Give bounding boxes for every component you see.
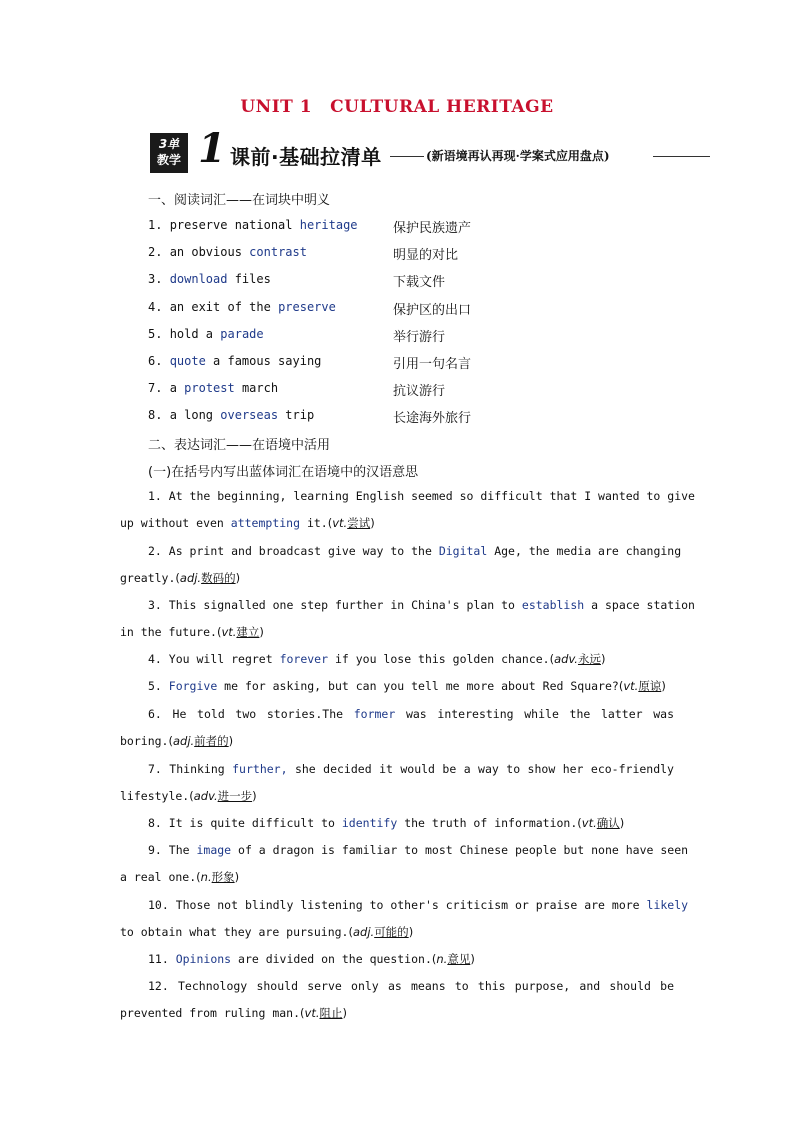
sentence-text: Those not blindly listening to other's criticism or praise are more: [175, 898, 647, 912]
paren: ): [370, 516, 375, 530]
sentence-text: At the beginning, learning English seemed so difficult that I wanted to give: [168, 489, 695, 503]
sentence-text: The: [168, 843, 197, 857]
keyword: Digital: [438, 544, 488, 558]
paren: ): [408, 925, 414, 939]
keyword: contrast: [249, 245, 307, 259]
section-heading: 课前·基础拉清单: [230, 145, 382, 169]
answer-text: 进一步: [217, 789, 253, 803]
sentence-text: the truth of information.: [397, 816, 578, 830]
item-number: 12.: [148, 979, 178, 993]
item-number: 2.: [148, 245, 170, 259]
keyword: heritage: [299, 218, 358, 232]
sentence-line: [120, 756, 674, 783]
part-of-speech: adv.: [554, 652, 578, 666]
chinese-meaning: 明显的对比: [393, 248, 459, 263]
sentence-text: Thinking: [169, 762, 233, 776]
badge-line-2: 教学: [156, 153, 181, 167]
item-number: 7.: [148, 381, 170, 395]
exercise-item: [120, 946, 674, 973]
sentence-text: He told two stories.The: [172, 707, 354, 721]
exercise-item: [120, 646, 674, 673]
answer-annotation: [550, 652, 606, 666]
paren: ): [234, 870, 240, 884]
answer-text: 确认: [596, 816, 620, 830]
sentence-text: she decided it would be a way to show her eco-friendly: [287, 762, 674, 776]
answer-text: 尝试: [347, 516, 371, 530]
answer-text: 建立: [236, 625, 260, 639]
chinese-meaning: 保护区的出口: [393, 303, 472, 318]
paren: ): [259, 625, 264, 639]
paren: (: [348, 925, 353, 939]
sentence-text: Age, the media are changing: [487, 544, 682, 558]
sentence-text: a space station: [584, 598, 695, 612]
chinese-meaning: 引用一句名言: [393, 357, 472, 372]
paren: ): [470, 952, 475, 966]
section-banner: [150, 125, 710, 175]
item-number: 3.: [148, 272, 170, 286]
paren: (: [189, 789, 194, 803]
keyword: likely: [646, 898, 689, 912]
item-number: 11.: [148, 952, 176, 966]
sentence-line: [120, 565, 674, 592]
answer-text: 原谅: [638, 679, 662, 693]
keyword: Forgive: [168, 679, 218, 693]
paren: (: [168, 734, 173, 748]
answer-annotation: [189, 789, 256, 803]
paren: (: [300, 1006, 305, 1020]
paren: (: [618, 679, 624, 693]
paren: (: [577, 816, 582, 830]
section-number: 1: [198, 125, 226, 172]
item-number: 6.: [148, 354, 170, 368]
item-number: 1.: [148, 218, 170, 232]
sentence-text: to obtain what they are pursuing.: [120, 925, 349, 939]
answer-text: 永远: [577, 652, 601, 666]
sentence-text: greatly.: [120, 571, 176, 585]
sentence-text: of a dragon is familiar to most Chinese people but none have seen: [231, 843, 689, 857]
paren: ): [661, 679, 666, 693]
keyword: quote: [169, 354, 206, 368]
answer-annotation: [196, 870, 239, 884]
section2-heading: 二、表达词汇——在语境中活用: [148, 438, 331, 453]
divider-line: [653, 156, 710, 157]
sentence-line: [120, 892, 689, 919]
vocab-item: [148, 408, 472, 426]
sentence-line: [120, 973, 674, 1000]
divider-line: [390, 156, 424, 157]
item-number: 8.: [148, 816, 169, 830]
paren: (: [327, 516, 333, 530]
exercise-item: [120, 701, 674, 755]
phrase-text: trip: [278, 408, 315, 422]
paren: (: [216, 625, 222, 639]
exercise-item: [120, 837, 689, 891]
answer-text: 意见: [447, 952, 471, 966]
phrase-text: files: [227, 272, 271, 286]
sentence-line: [120, 810, 674, 837]
sentence-text: up without even: [120, 516, 231, 530]
keyword: Opinions: [175, 952, 232, 966]
chinese-meaning: 长途海外旅行: [393, 411, 472, 426]
part-of-speech: adj.: [172, 734, 195, 748]
sentence-text: a real one.: [120, 870, 197, 884]
item-number: 5.: [148, 327, 170, 341]
sentence-line: [120, 538, 682, 565]
exercise-item: [120, 673, 674, 700]
paren: ): [600, 652, 606, 666]
answer-annotation: [619, 679, 666, 693]
sentence-line: [120, 837, 689, 864]
phrase-text: an obvious: [169, 245, 250, 259]
part-of-speech: vt.: [221, 625, 237, 639]
vocab-item: [148, 354, 472, 372]
sentence-line: [120, 864, 674, 891]
sentence-text: boring.: [120, 734, 169, 748]
answer-annotation: [300, 1006, 347, 1020]
part-of-speech: adv.: [193, 789, 218, 803]
vocab-item: [148, 272, 446, 290]
paren: (: [431, 952, 437, 966]
sentence-text: in the future.: [120, 625, 217, 639]
part-of-speech: n.: [436, 952, 448, 966]
sentence-text: lifestyle.: [120, 789, 190, 803]
answer-annotation: [432, 952, 475, 966]
paren: (: [196, 870, 201, 884]
phrase-text: a long: [169, 408, 221, 422]
sentence-text: It is quite difficult to: [168, 816, 342, 830]
sentence-text: if you lose this golden chance.: [328, 652, 550, 666]
paren: ): [619, 816, 625, 830]
unit-name: CULTURAL HERITAGE: [330, 97, 554, 117]
exercise-item: [120, 538, 682, 592]
badge-line-1: 3单: [158, 137, 180, 151]
section1-heading: 一、阅读词汇——在词块中明义: [148, 193, 331, 208]
exercise-item: [120, 592, 695, 646]
sentence-text: was interesting while the latter was: [395, 707, 674, 721]
answer-text: 形象: [211, 870, 235, 884]
keyword: parade: [220, 327, 264, 341]
paren: (: [549, 652, 555, 666]
paren: ): [342, 1006, 347, 1020]
item-number: 1.: [148, 489, 169, 503]
phrase-text: preserve national: [169, 218, 300, 232]
chinese-meaning: 保护民族遗产: [393, 221, 472, 236]
answer-annotation: [175, 571, 240, 585]
keyword: establish: [521, 598, 585, 612]
sentence-line: [120, 783, 674, 810]
part-of-speech: n.: [200, 870, 212, 884]
part-of-speech: vt.: [332, 516, 348, 530]
unit-title: [0, 97, 794, 117]
answer-annotation: [348, 925, 413, 939]
answer-text: 阻止: [319, 1006, 343, 1020]
sentence-text: As print and broadcast give way to the: [168, 544, 439, 558]
item-number: 10.: [148, 898, 176, 912]
item-number: 7.: [148, 762, 170, 776]
sentence-text: are divided on the question.: [231, 952, 432, 966]
exercise-item: [120, 483, 695, 537]
answer-text: 可能的: [374, 925, 409, 939]
sentence-line: [120, 1000, 674, 1027]
sentence-line: [120, 510, 674, 537]
sentence-text: This signalled one step further in China's plan to: [168, 598, 522, 612]
sentence-line: [120, 701, 674, 728]
sentence-text: Technology should serve only as means to this purpose, and should be: [178, 979, 674, 993]
vocab-item: [148, 218, 472, 236]
section-subtitle: (新语境再认再现·学案式应用盘点): [426, 149, 610, 163]
answer-annotation: [328, 516, 375, 530]
sentence-line: [120, 483, 695, 510]
paren: (: [175, 571, 180, 585]
sentence-text: prevented from ruling man.: [120, 1006, 301, 1020]
phrase-text: a: [169, 381, 185, 395]
sentence-text: me for asking, but can you tell me more about Red Square?: [217, 679, 619, 693]
part-of-speech: vt.: [304, 1006, 320, 1020]
answer-annotation: [168, 734, 233, 748]
part-of-speech: adj.: [352, 925, 375, 939]
item-number: 9.: [148, 843, 169, 857]
keyword: preserve: [278, 300, 336, 314]
keyword: identify: [341, 816, 398, 830]
chinese-meaning: 下载文件: [393, 275, 446, 290]
item-number: 4.: [148, 300, 170, 314]
exercise-item: [120, 892, 689, 946]
sentence-line: [120, 946, 674, 973]
chinese-meaning: 举行游行: [393, 330, 446, 345]
phrase-text: march: [234, 381, 279, 395]
section2-subheading: (一)在括号内写出蓝体词汇在语境中的汉语意思: [148, 465, 419, 480]
keyword: overseas: [220, 408, 279, 422]
sentence-line: [120, 673, 674, 700]
keyword: further,: [232, 762, 288, 776]
part-of-speech: vt.: [623, 679, 639, 693]
vocab-item: [148, 300, 472, 318]
sentence-line: [120, 728, 674, 755]
paren: ): [228, 734, 234, 748]
sentence-line: [120, 619, 674, 646]
item-number: 3.: [148, 598, 169, 612]
phrase-text: a famous saying: [205, 354, 322, 368]
answer-annotation: [217, 625, 264, 639]
phrase-text: hold a: [169, 327, 221, 341]
phrase-text: an exit of the: [169, 300, 279, 314]
item-number: 6.: [148, 707, 173, 721]
chinese-meaning: 抗议游行: [393, 384, 446, 399]
unit-number: UNIT 1: [240, 97, 313, 117]
paren: ): [252, 789, 257, 803]
sentence-line: [120, 646, 674, 673]
keyword: protest: [184, 381, 235, 395]
answer-annotation: [577, 816, 624, 830]
keyword: download: [169, 272, 228, 286]
item-number: 5.: [148, 679, 169, 693]
vocab-item: [148, 381, 446, 399]
sentence-text: You will regret: [168, 652, 280, 666]
sentence-line: [120, 592, 695, 619]
lesson-badge: [150, 133, 188, 173]
keyword: attempting: [230, 516, 301, 530]
item-number: 4.: [148, 652, 169, 666]
answer-text: 数码的: [201, 571, 236, 585]
exercise-item: [120, 810, 674, 837]
vocab-item: [148, 327, 446, 345]
keyword: image: [196, 843, 232, 857]
item-number: 8.: [148, 408, 170, 422]
keyword: former: [353, 707, 396, 721]
exercise-item: [120, 756, 674, 810]
paren: ): [235, 571, 241, 585]
part-of-speech: vt.: [581, 816, 597, 830]
answer-text: 前者的: [194, 734, 229, 748]
part-of-speech: adj.: [179, 571, 202, 585]
sentence-text: it.: [300, 516, 328, 530]
exercise-item: [120, 973, 674, 1027]
vocab-item: [148, 245, 459, 263]
item-number: 2.: [148, 544, 169, 558]
sentence-line: [120, 919, 674, 946]
keyword: forever: [279, 652, 329, 666]
